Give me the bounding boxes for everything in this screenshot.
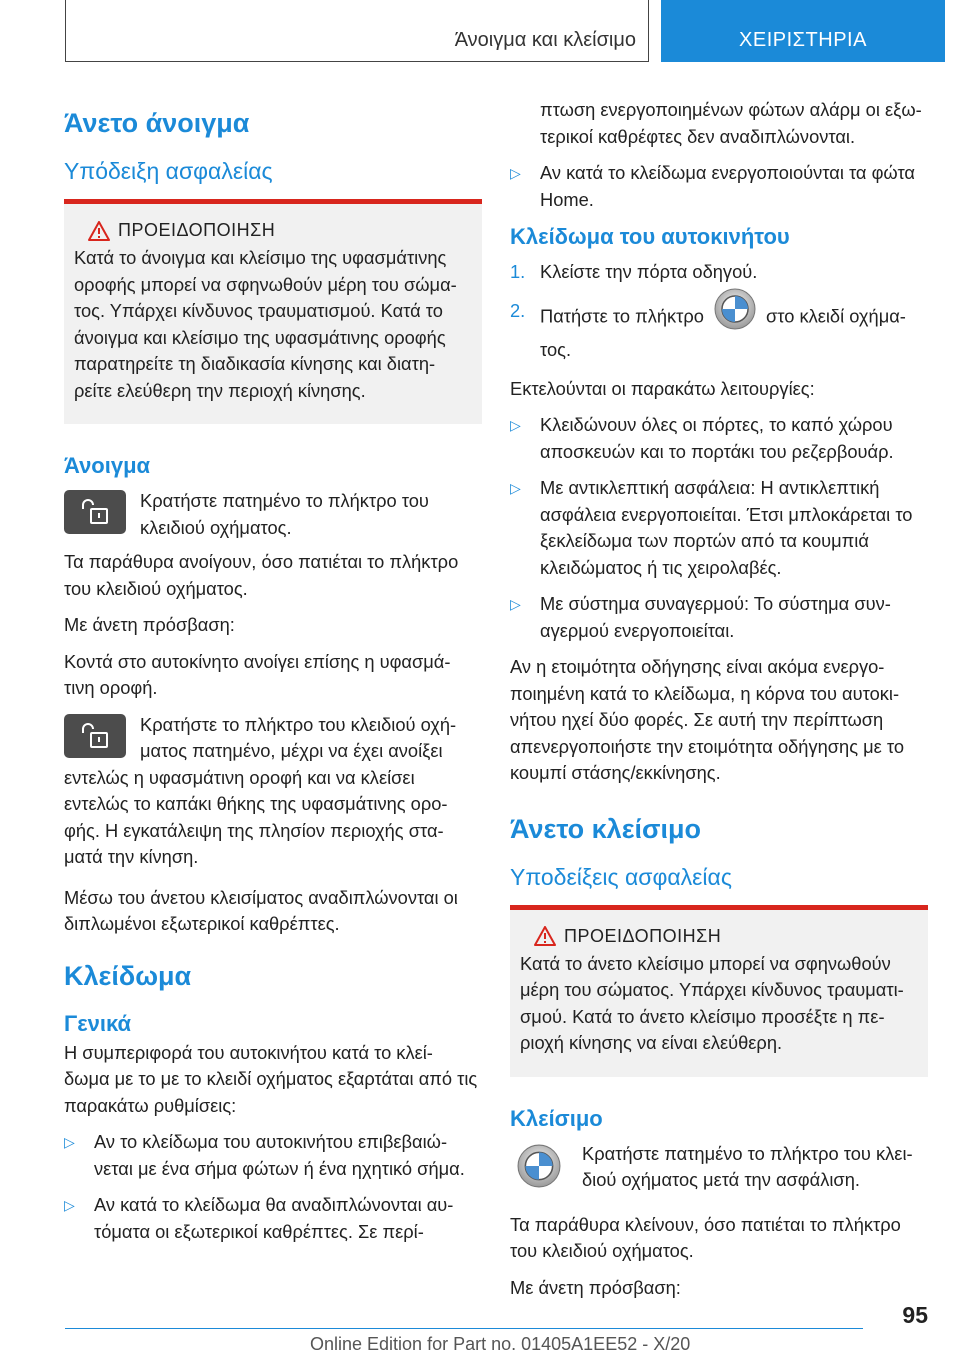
warning-box-2 — [510, 905, 928, 1077]
general-bullet-list — [64, 1129, 482, 1245]
triangle-bullet-icon: ▷ — [64, 1134, 75, 1150]
closing-paragraph-2: Με άνετη πρόσβαση: — [510, 1276, 681, 1298]
opening-paragraph-3: Κοντά στο αυτοκίνητο ανοίγει επίσης η υφασμά- τινη οροφή. — [64, 650, 451, 698]
left-column — [64, 95, 482, 1255]
general-paragraph: Η συμπεριφορά του αυτοκινήτου κατά το κλεί- δωμα με το με το κλειδί οχήματος εξαρτάται από τις παρακάτω ρυθμίσεις: — [64, 1041, 478, 1116]
triangle-bullet-icon: ▷ — [510, 417, 521, 433]
list-item: ▷ Με αντικλεπτική ασφάλεια: Η αντικλεπτική ασφάλεια ενεργοποιείται. Έτσι μπλοκάρεται το ξεκλείδωμα των πορτών από τα κουμπιά κλειδώματος ή τις χειρολαβές. — [510, 477, 913, 578]
warning-box — [64, 199, 482, 424]
triangle-bullet-icon: ▷ — [510, 480, 521, 496]
heading-closing: Κλείσιμο — [510, 1105, 603, 1131]
list-item: ▷ Κλειδώνουν όλες οι πόρτες, το καπό χώρου αποσκευών και το πορτάκι του ρεζερβουάρ. — [510, 414, 894, 462]
heading-comfort-closing: Άνετο κλείσιμο — [510, 813, 701, 844]
unlock-key-button-icon — [64, 490, 126, 534]
warning-label: ΠΡΟΕΙΔΟΠΟΙΗΣΗ — [118, 220, 276, 240]
step-item: 2. Πατήστε το πλήκτρο στο κλειδί οχήμα- τος. — [510, 298, 928, 364]
unlock-key-button-icon-2 — [64, 714, 126, 758]
opening-button-instruction-2: Κρατήστε το πλήκτρο του κλειδιού οχή- ματος πατημένο, μέχρι να έχει ανοίξει εντελώς η υφασμάτινη οροφή και να κλείσει εντελώς το καπάκι θήκης της υφασμάτινης ορο- φής. Η εγκατάλειψη της πλησίον περιοχής στα- ματά την κίνηση. — [64, 713, 457, 867]
heading-locking: Κλείδωμα — [64, 960, 192, 991]
page-header — [65, 0, 945, 63]
warning-label: ΠΡΟΕΙΔΟΠΟΙΗΣΗ — [564, 925, 722, 946]
section-title: Άνοιγμα και κλείσιμο — [65, 0, 649, 62]
continued-text: πτωση ενεργοποιημένων φώτων αλάρμ οι εξω- τερικοί καθρέφτες δεν αναδιπλώνονται. — [540, 99, 922, 147]
heading-lock-car: Κλείδωμα του αυτοκινήτου — [510, 224, 790, 249]
footer-divider — [65, 1328, 863, 1329]
heading-comfort-opening: Άνετο άνοιγμα — [64, 108, 250, 138]
bmw-logo-key-icon — [510, 1141, 568, 1191]
heading-safety-note: Υπόδειξη ασφαλείας — [64, 158, 273, 184]
list-item: ▷ Αν κατά το κλείδωμα θα αναδιπλώνονται αυ- τόματα οι εξωτερικοί καθρέπτες. Σε περί- — [64, 1194, 454, 1242]
chapter-tab[interactable]: ΧΕΙΡΙΣΤΗΡΙΑ — [661, 0, 945, 62]
right-column — [510, 97, 928, 1301]
list-item: ▷ Αν το κλείδωμα του αυτοκινήτου επιβεβαιώ- νεται με ένα σήμα φώτων ή ένα ηχητικό σήμα. — [64, 1131, 465, 1179]
footer-edition: Online Edition for Part no. 01405A1EE52 - X/20 — [310, 1334, 691, 1354]
triangle-bullet-icon: ▷ — [64, 1197, 75, 1213]
list-item: ▷ Με σύστημα συναγερμού: Το σύστημα συν- αγερμού ενεργοποιείται. — [510, 593, 891, 641]
triangle-bullet-icon: ▷ — [510, 165, 521, 181]
warning-text: Κατά το άνετο κλείσιμο μπορεί να σφηνωθούν μέρη του σώματος. Υπάρχει κίνδυνος τραυματι- σμού. Κατά το άνετο κλείσιμο προσέξτε η πε- ριοχή κίνησης να είναι ελεύθερη. — [520, 952, 904, 1053]
page-number: 95 — [902, 1302, 928, 1328]
list-item: ▷ Αν κατά το κλείδωμα ενεργοποιούνται τα φώτα Home. — [510, 162, 915, 210]
lock-steps — [510, 259, 928, 364]
ready-paragraph: Αν η ετοιμότητα οδήγησης είναι ακόμα ενεργο- ποιημένη κατά το κλείδωμα, η κόρνα του αυτοκι- νήτου ηχεί δύο φορές. Σε αυτή την περίπτωση απενεργοποιήστε την ετοιμότητα οδήγησης με το κουμπί στάσης/εκκίνησης. — [510, 656, 904, 783]
heading-opening: Άνοιγμα — [64, 453, 151, 478]
heading-general: Γενικά — [64, 1010, 132, 1036]
warning-text: Κατά το άνοιγμα και κλείσιμο της υφασμάτινης οροφής μπορεί να σφηνωθούν μέρη του σώμα- τος. Υπάρχει κίνδυνος τραυματισμού. Κατά το άνοιγμα και κλείσιμο της υφασμάτινης οροφής παρατηρείτε τη διαδικασία κίνησης και διατη- ρείτε ελεύθερη την περιοχή κίνησης. — [74, 247, 457, 401]
functions-bullet-list — [510, 412, 928, 644]
opening-button-instruction: Κρατήστε πατημένο το πλήκτρο του κλειδιού οχήματος. — [140, 490, 429, 538]
warning-triangle-icon — [534, 926, 556, 946]
functions-intro: Εκτελούνται οι παρακάτω λειτουργίες: — [510, 377, 815, 399]
opening-paragraph-1: Τα παράθυρα ανοίγουν, όσο πατιέται το πλήκτρο του κλειδιού οχήματος. — [64, 551, 459, 599]
heading-safety-notes: Υποδείξεις ασφαλείας — [510, 863, 732, 890]
closing-paragraph-1: Τα παράθυρα κλείνουν, όσο πατιέται το πλήκτρο του κλειδιού οχήματος. — [510, 1213, 901, 1261]
opening-paragraph-2: Με άνετη πρόσβαση: — [64, 614, 235, 635]
warning-triangle-icon — [88, 221, 110, 241]
closing-button-instruction: Κρατήστε πατημένο το πλήκτρο του κλει- διού οχήματος μετά την ασφάλιση. — [582, 1142, 913, 1190]
triangle-bullet-icon: ▷ — [510, 596, 521, 612]
bmw-logo-key-icon — [714, 288, 756, 338]
step-item: 1. Κλείστε την πόρτα οδηγού. — [510, 261, 758, 282]
opening-paragraph-4: Μέσω του άνετου κλεισίματος αναδιπλώνονται οι διπλωμένοι εξωτερικοί καθρέπτες. — [64, 886, 458, 934]
